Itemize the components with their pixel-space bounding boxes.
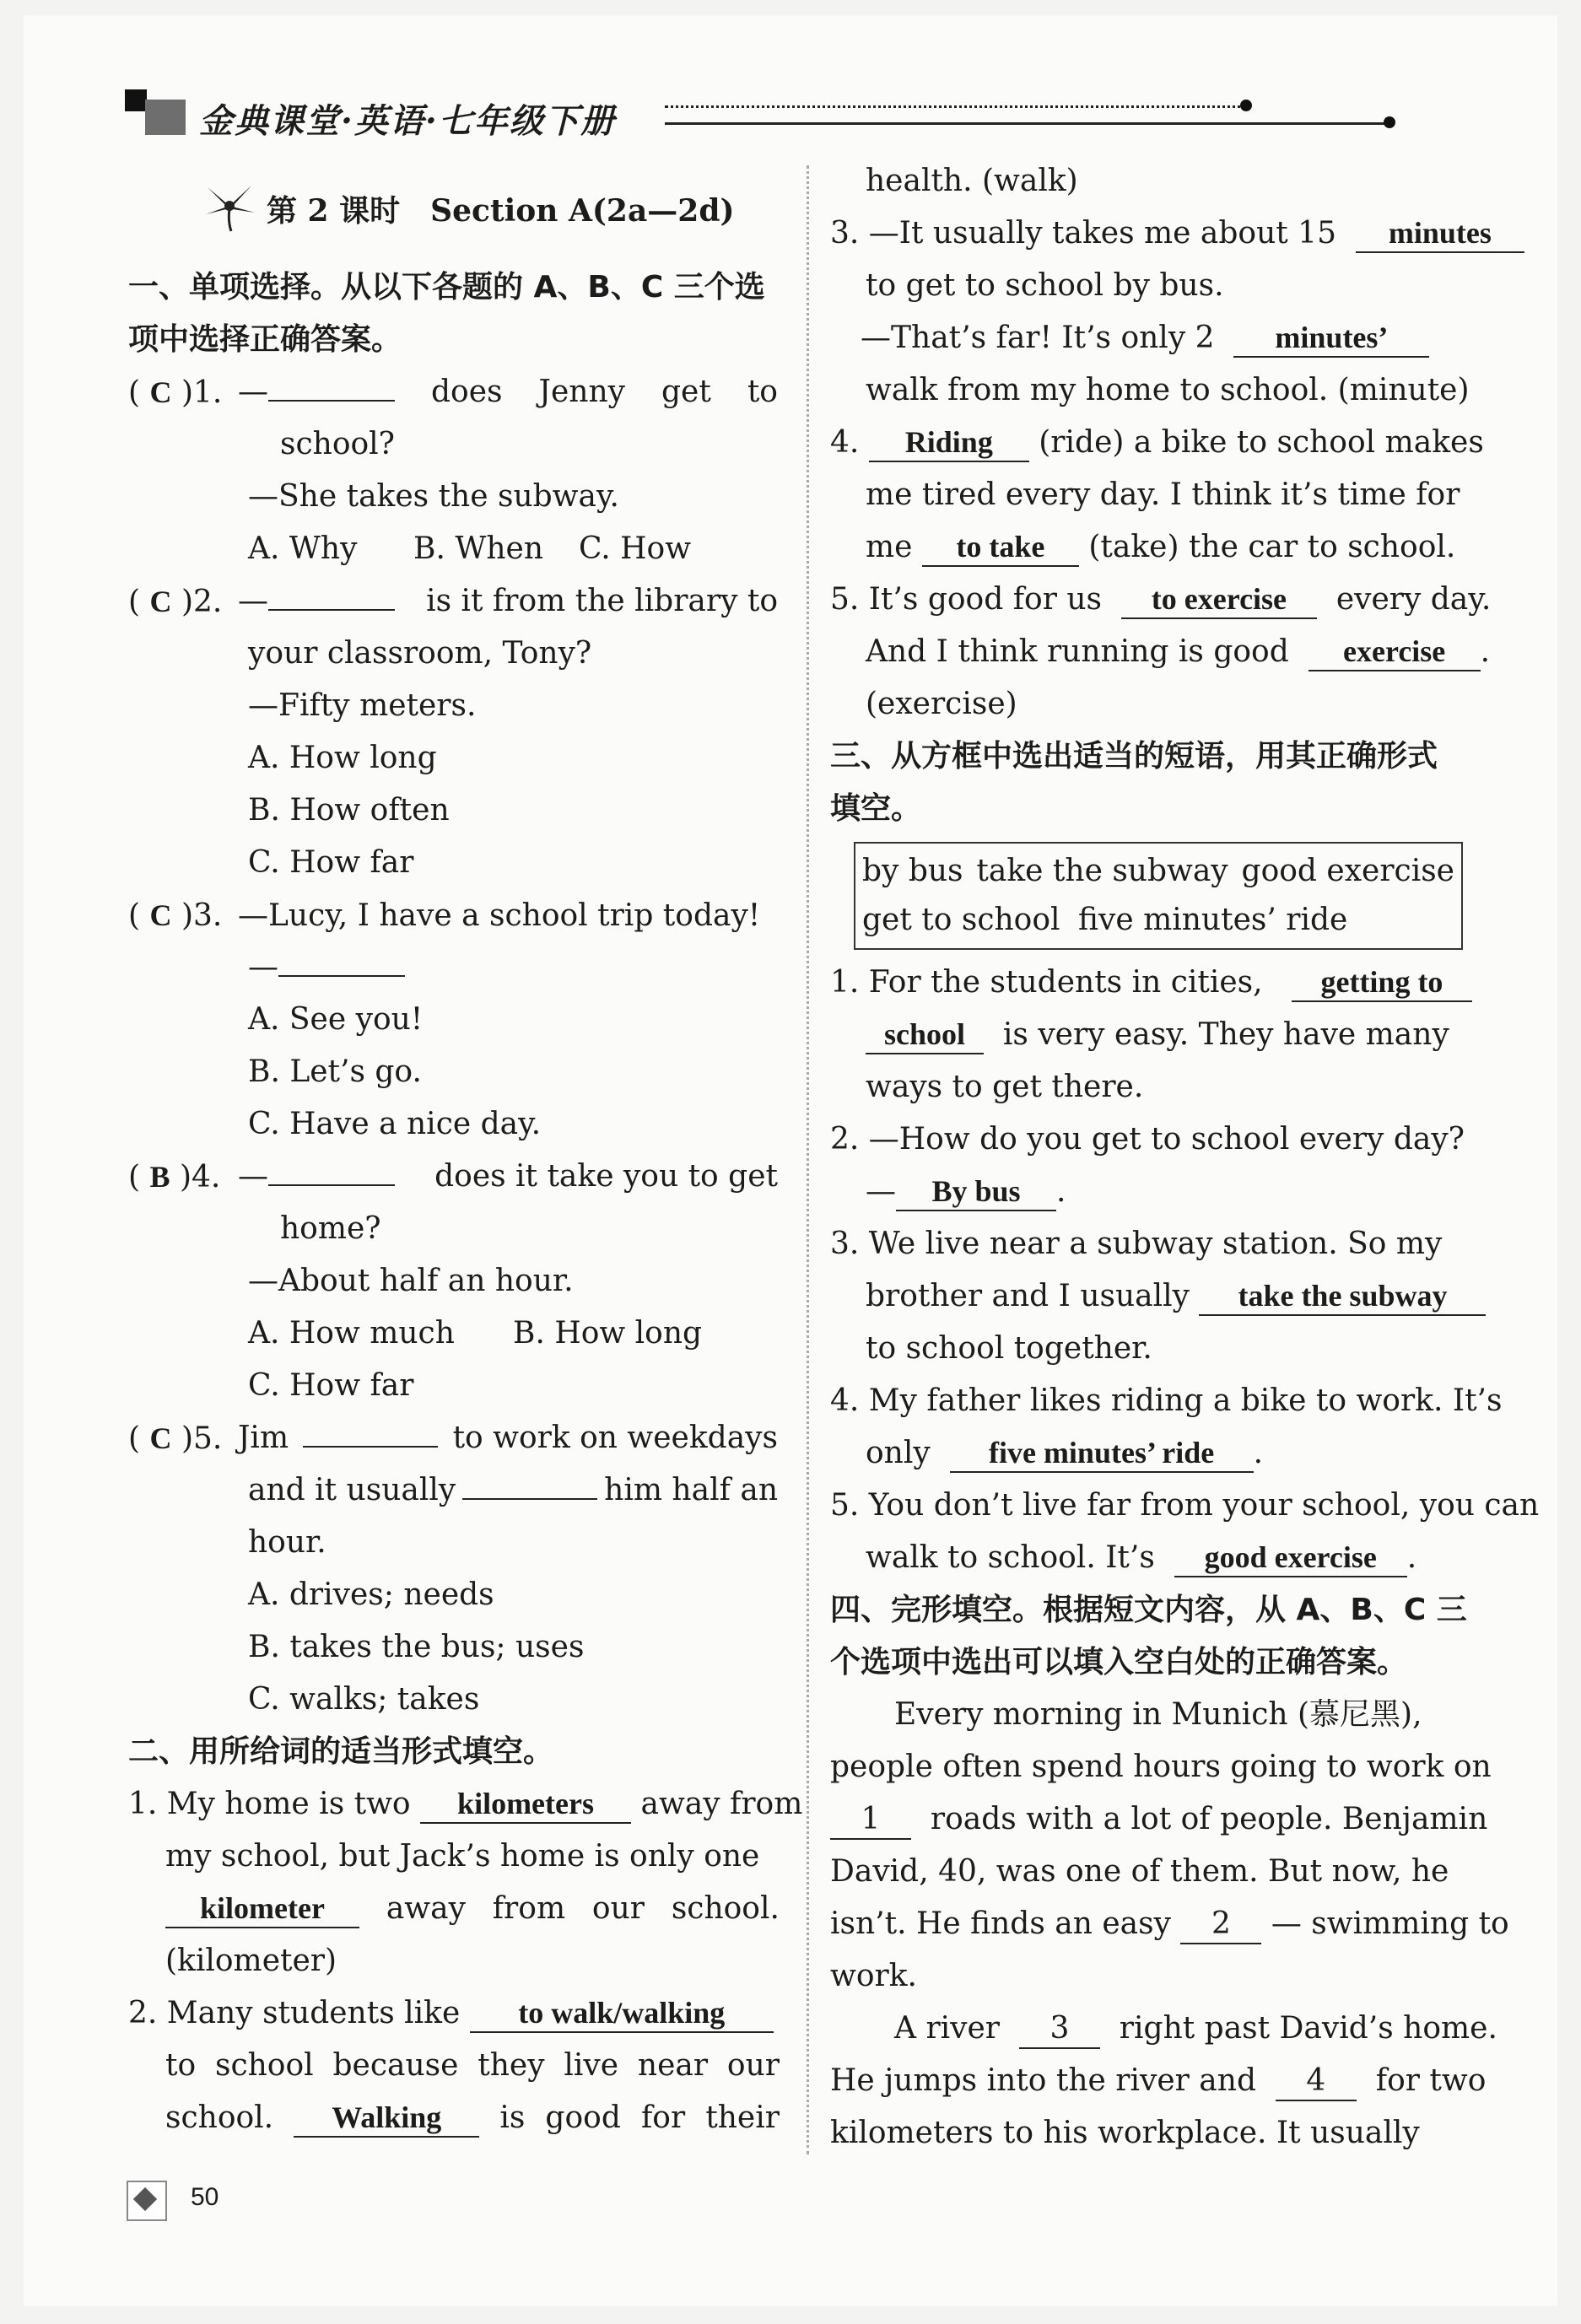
- header-rule: [665, 122, 1390, 125]
- answer-blank[interactable]: to walk/walking: [470, 1994, 774, 2033]
- question-text: —About half an hour.: [248, 1264, 574, 1298]
- answer-blank[interactable]: to take: [922, 528, 1079, 567]
- answer-letter: C: [149, 1421, 172, 1455]
- p3-q1-line: ways to get there.: [866, 1070, 1144, 1104]
- word: to: [165, 2048, 197, 2083]
- answer-letter: C: [149, 375, 172, 409]
- p3-q3-line: to school together.: [866, 1331, 1152, 1366]
- p3-q1-line: [830, 957, 1481, 1009]
- right-column: [830, 155, 1540, 2160]
- book-title: 金典课堂·英语·七年级下册: [199, 101, 616, 141]
- answer-blank[interactable]: take the subway: [1199, 1277, 1486, 1316]
- dash: —: [248, 950, 278, 984]
- part1-title: 一、单项选择。从以下各题的 A、B、C 三个选: [128, 270, 765, 305]
- text: A river: [894, 2011, 1001, 2046]
- p3-q4-line: [830, 1427, 1481, 1480]
- word: they: [478, 2048, 545, 2083]
- p2-q4-line: me tired every day. I think it’s time for: [866, 477, 1460, 512]
- word: away: [386, 1891, 466, 1926]
- p2-q2-line: [128, 1987, 786, 2040]
- option-c: C. walks; takes: [248, 1682, 480, 1717]
- diamond-icon: [127, 2181, 167, 2221]
- text: only: [866, 1436, 931, 1470]
- question-text: school?: [280, 427, 395, 461]
- text: away from: [640, 1787, 803, 1821]
- question-2: ( C )2. — is it from the library to: [128, 575, 786, 628]
- word: school: [214, 2048, 314, 2083]
- answer-blank[interactable]: kilometer: [165, 1890, 359, 1928]
- passage-line: [830, 2003, 1497, 2055]
- word: does: [431, 375, 503, 409]
- answer-blank[interactable]: kilometers: [420, 1785, 631, 1824]
- p2-q3-line: [830, 312, 1481, 364]
- option-b: B. How often: [248, 793, 450, 828]
- p3-q3-line: 3. We live near a subway station. So my: [830, 1227, 1443, 1261]
- p2-q3-line: to get to school by bus.: [866, 268, 1224, 303]
- page-number: 50: [191, 2183, 219, 2211]
- part2-title: 二、用所给词的适当形式填空。: [128, 1734, 554, 1769]
- answer-blank[interactable]: minutes: [1356, 214, 1524, 253]
- word: Jenny: [538, 375, 625, 409]
- question-text: [128, 1464, 786, 1517]
- answer-blank[interactable]: [278, 941, 405, 977]
- p3-q4-line: 4. My father likes riding a bike to work. It’s: [830, 1383, 1503, 1418]
- option-c: C. Have a nice day.: [248, 1107, 542, 1141]
- text: is very easy. They have many: [1002, 1017, 1449, 1052]
- p2-q5-line: (exercise): [866, 687, 1017, 721]
- question-4: ( B )4. — does it take you to get: [128, 1151, 786, 1203]
- word: live: [564, 2048, 619, 2083]
- question-number: )3.: [181, 898, 223, 933]
- answer-blank[interactable]: [303, 1412, 438, 1448]
- word: is: [499, 2100, 526, 2135]
- answer-blank[interactable]: exercise: [1309, 633, 1481, 671]
- word: school.: [671, 1891, 780, 1926]
- word: get: [661, 375, 711, 409]
- passage-line: work.: [830, 1959, 917, 1993]
- text: 2. Many students like: [128, 1996, 461, 2030]
- p2-q5-line: [830, 626, 1491, 678]
- part4-title: 四、完形填空。根据短文内容，从 A、B、C 三: [830, 1593, 1467, 1627]
- option-b: B. How long: [513, 1316, 703, 1351]
- text: 1. For the students in cities,: [830, 965, 1263, 1000]
- p3-q5-line: 5. You don’t live far from your school, you can: [830, 1488, 1540, 1523]
- word: our: [591, 1891, 645, 1926]
- answer-blank[interactable]: getting to: [1292, 963, 1472, 1002]
- word-box: [854, 842, 1463, 950]
- question-number: )2.: [181, 585, 223, 619]
- text: every day.: [1335, 582, 1492, 617]
- text: —That’s far! It’s only 2: [861, 321, 1215, 355]
- phrase: by bus: [862, 854, 963, 888]
- p2-q3-line: walk from my home to school. (minute): [866, 373, 1470, 407]
- text: 5. It’s good for us: [830, 582, 1103, 617]
- passage-line: [830, 2055, 1487, 2107]
- word: near: [637, 2048, 709, 2083]
- text: right past David’s home.: [1119, 2011, 1497, 2046]
- word-box-row: [862, 896, 1454, 945]
- question-text: home?: [280, 1211, 381, 1246]
- word: our: [726, 2048, 780, 2083]
- text: me: [866, 530, 913, 564]
- word: from: [492, 1891, 566, 1926]
- p3-q2-line: [830, 1166, 1481, 1218]
- p2-q1-line: my school, but Jack’s home is only one: [165, 1839, 760, 1874]
- option-a: A. See you!: [248, 1002, 424, 1037]
- question-text: is it from the library to: [426, 584, 778, 618]
- part3-title: 填空。: [830, 791, 922, 826]
- p2-q4-line: [830, 521, 1481, 574]
- left-column: [128, 262, 803, 2144]
- option-b: B. When: [413, 531, 544, 566]
- p2-q2-line: health. (walk): [866, 164, 1078, 198]
- question-text: does it take you to get: [434, 1159, 778, 1194]
- text: for two: [1375, 2063, 1487, 2098]
- text: .: [1253, 1436, 1264, 1470]
- answer-blank[interactable]: [462, 1464, 597, 1500]
- answer-blank[interactable]: five minutes’ ride: [950, 1434, 1254, 1473]
- header-dotted-rule: [665, 105, 1247, 108]
- phrase: good exercise: [1241, 854, 1454, 888]
- text: brother and I usually: [866, 1279, 1190, 1313]
- word-box-row: [862, 847, 1454, 896]
- p2-q1-line: [128, 1883, 786, 1935]
- question-text: —Fifty meters.: [248, 688, 477, 723]
- phrase: get to school: [862, 903, 1060, 937]
- option-c: C. How far: [248, 1368, 414, 1403]
- answer-blank[interactable]: By bus: [896, 1173, 1056, 1211]
- text: walk to school. It’s: [866, 1540, 1155, 1575]
- option-b: B. takes the bus; uses: [248, 1630, 585, 1664]
- word: because: [332, 2048, 459, 2083]
- part4-title: 个选项中选出可以填入空白处的正确答案。: [830, 1645, 1408, 1680]
- p2-q1-line: (kilometer): [165, 1944, 337, 1978]
- dash: —: [238, 584, 268, 618]
- cloze-blank[interactable]: 2: [1180, 1906, 1261, 1944]
- part1-title: 项中选择正确答案。: [128, 322, 402, 357]
- question-5: ( C )5. Jim to work on weekdays: [128, 1412, 786, 1464]
- question-text: —Lucy, I have a school trip today!: [238, 898, 761, 933]
- text: (ride) a bike to school makes: [1039, 425, 1484, 460]
- word: to: [747, 375, 778, 409]
- lesson-title: 第 2 课时 Section A(2a—2d): [267, 193, 735, 229]
- question-number: )4.: [179, 1160, 221, 1194]
- option-a: A. Why: [248, 531, 358, 566]
- question-text: —She takes the subway.: [248, 479, 619, 514]
- options-row: [128, 523, 786, 575]
- dash: —: [866, 1174, 896, 1209]
- answer-blank[interactable]: [268, 1151, 395, 1186]
- text: 1. My home is two: [128, 1787, 411, 1821]
- p2-q2-line: [128, 2092, 786, 2144]
- passage-line: kilometers to his workplace. It usually: [830, 2116, 1420, 2150]
- p3-q1-line: [830, 1009, 1481, 1061]
- option-c: C. How far: [248, 845, 414, 880]
- word: their: [705, 2100, 780, 2135]
- question-number: )5.: [181, 1421, 223, 1456]
- dash: —: [238, 375, 268, 409]
- answer-blank[interactable]: school: [866, 1016, 984, 1054]
- question-number: )1.: [181, 375, 223, 410]
- p2-q1-line: [128, 1778, 803, 1831]
- answer-blank[interactable]: Riding: [869, 423, 1029, 462]
- part3-title: 三、从方框中选出适当的短语，用其正确形式: [830, 739, 1438, 774]
- text: 4.: [830, 425, 860, 460]
- option-b: B. Let’s go.: [248, 1054, 422, 1089]
- text: .: [1480, 634, 1491, 669]
- passage-line: [830, 1793, 1488, 1846]
- word: for: [640, 2100, 686, 2135]
- header-square-shadow: [145, 100, 186, 135]
- header-dot: [1384, 116, 1395, 128]
- text: 3. —It usually takes me about 15: [830, 216, 1336, 251]
- question-3: ( C )3. —Lucy, I have a school trip today!: [128, 898, 761, 933]
- answer-blank[interactable]: good exercise: [1174, 1539, 1407, 1577]
- option-c: C. How: [579, 531, 692, 566]
- passage-line: [830, 1898, 1509, 1950]
- question-text: hour.: [248, 1525, 326, 1560]
- p3-q2-line: 2. —How do you get to school every day?: [830, 1122, 1465, 1157]
- option-a: A. How long: [248, 741, 437, 775]
- option-a: A. How much: [248, 1316, 455, 1351]
- p2-q2-line: [128, 2040, 786, 2092]
- word: school.: [165, 2100, 274, 2135]
- text: and it usually: [248, 1473, 456, 1507]
- word: good: [545, 2100, 621, 2135]
- option-a: A. drives; needs: [248, 1577, 494, 1612]
- p2-q5-line: [830, 574, 1492, 626]
- text: .: [1406, 1540, 1417, 1575]
- answer-blank[interactable]: [268, 366, 395, 402]
- text: him half an: [604, 1473, 778, 1507]
- question-text: [128, 941, 786, 994]
- answer-blank[interactable]: to exercise: [1121, 580, 1317, 619]
- cloze-blank[interactable]: 4: [1276, 2062, 1357, 2101]
- text: — swimming to: [1271, 1906, 1509, 1941]
- p3-q3-line: [830, 1270, 1481, 1323]
- answer-letter: C: [149, 585, 172, 618]
- cloze-blank[interactable]: 1: [830, 1801, 911, 1840]
- answer-blank[interactable]: minutes’: [1233, 319, 1429, 358]
- question-text: your classroom, Tony?: [248, 636, 592, 671]
- text: roads with a lot of people. Benjamin: [930, 1802, 1488, 1836]
- phrase: five minutes’ ride: [1078, 903, 1348, 937]
- phrase: take the subway: [976, 854, 1228, 888]
- dash: —: [238, 1159, 268, 1194]
- text: .: [1056, 1174, 1066, 1209]
- answer-blank[interactable]: Walking: [294, 2099, 479, 2138]
- p2-q3-line: [830, 208, 1492, 260]
- answer-blank[interactable]: [268, 575, 395, 611]
- passage-line: people often spend hours going to work on: [830, 1750, 1492, 1784]
- options-row: [128, 1308, 786, 1360]
- p3-q5-line: [830, 1532, 1481, 1584]
- header-square-icon: [125, 89, 147, 111]
- column-divider: [807, 165, 809, 2154]
- passage-line: Every morning in Munich (慕尼黑),: [894, 1697, 1422, 1732]
- answer-letter: B: [149, 1160, 170, 1194]
- text: isn’t. He finds an easy: [830, 1906, 1171, 1941]
- question-text: to work on weekdays: [452, 1421, 778, 1455]
- word: Jim: [238, 1421, 289, 1455]
- text: (take) the car to school.: [1088, 530, 1456, 564]
- answer-letter: C: [149, 898, 172, 932]
- header-dot: [1240, 100, 1252, 111]
- question-1: ( C )1. — does Jenny get to: [128, 366, 786, 418]
- cloze-blank[interactable]: 3: [1019, 2010, 1100, 2049]
- text: He jumps into the river and: [830, 2063, 1256, 2098]
- flower-icon: [199, 181, 262, 233]
- p2-q4-line: [830, 417, 1484, 469]
- text: And I think running is good: [866, 634, 1289, 669]
- passage-line: David, 40, was one of them. But now, he: [830, 1854, 1449, 1889]
